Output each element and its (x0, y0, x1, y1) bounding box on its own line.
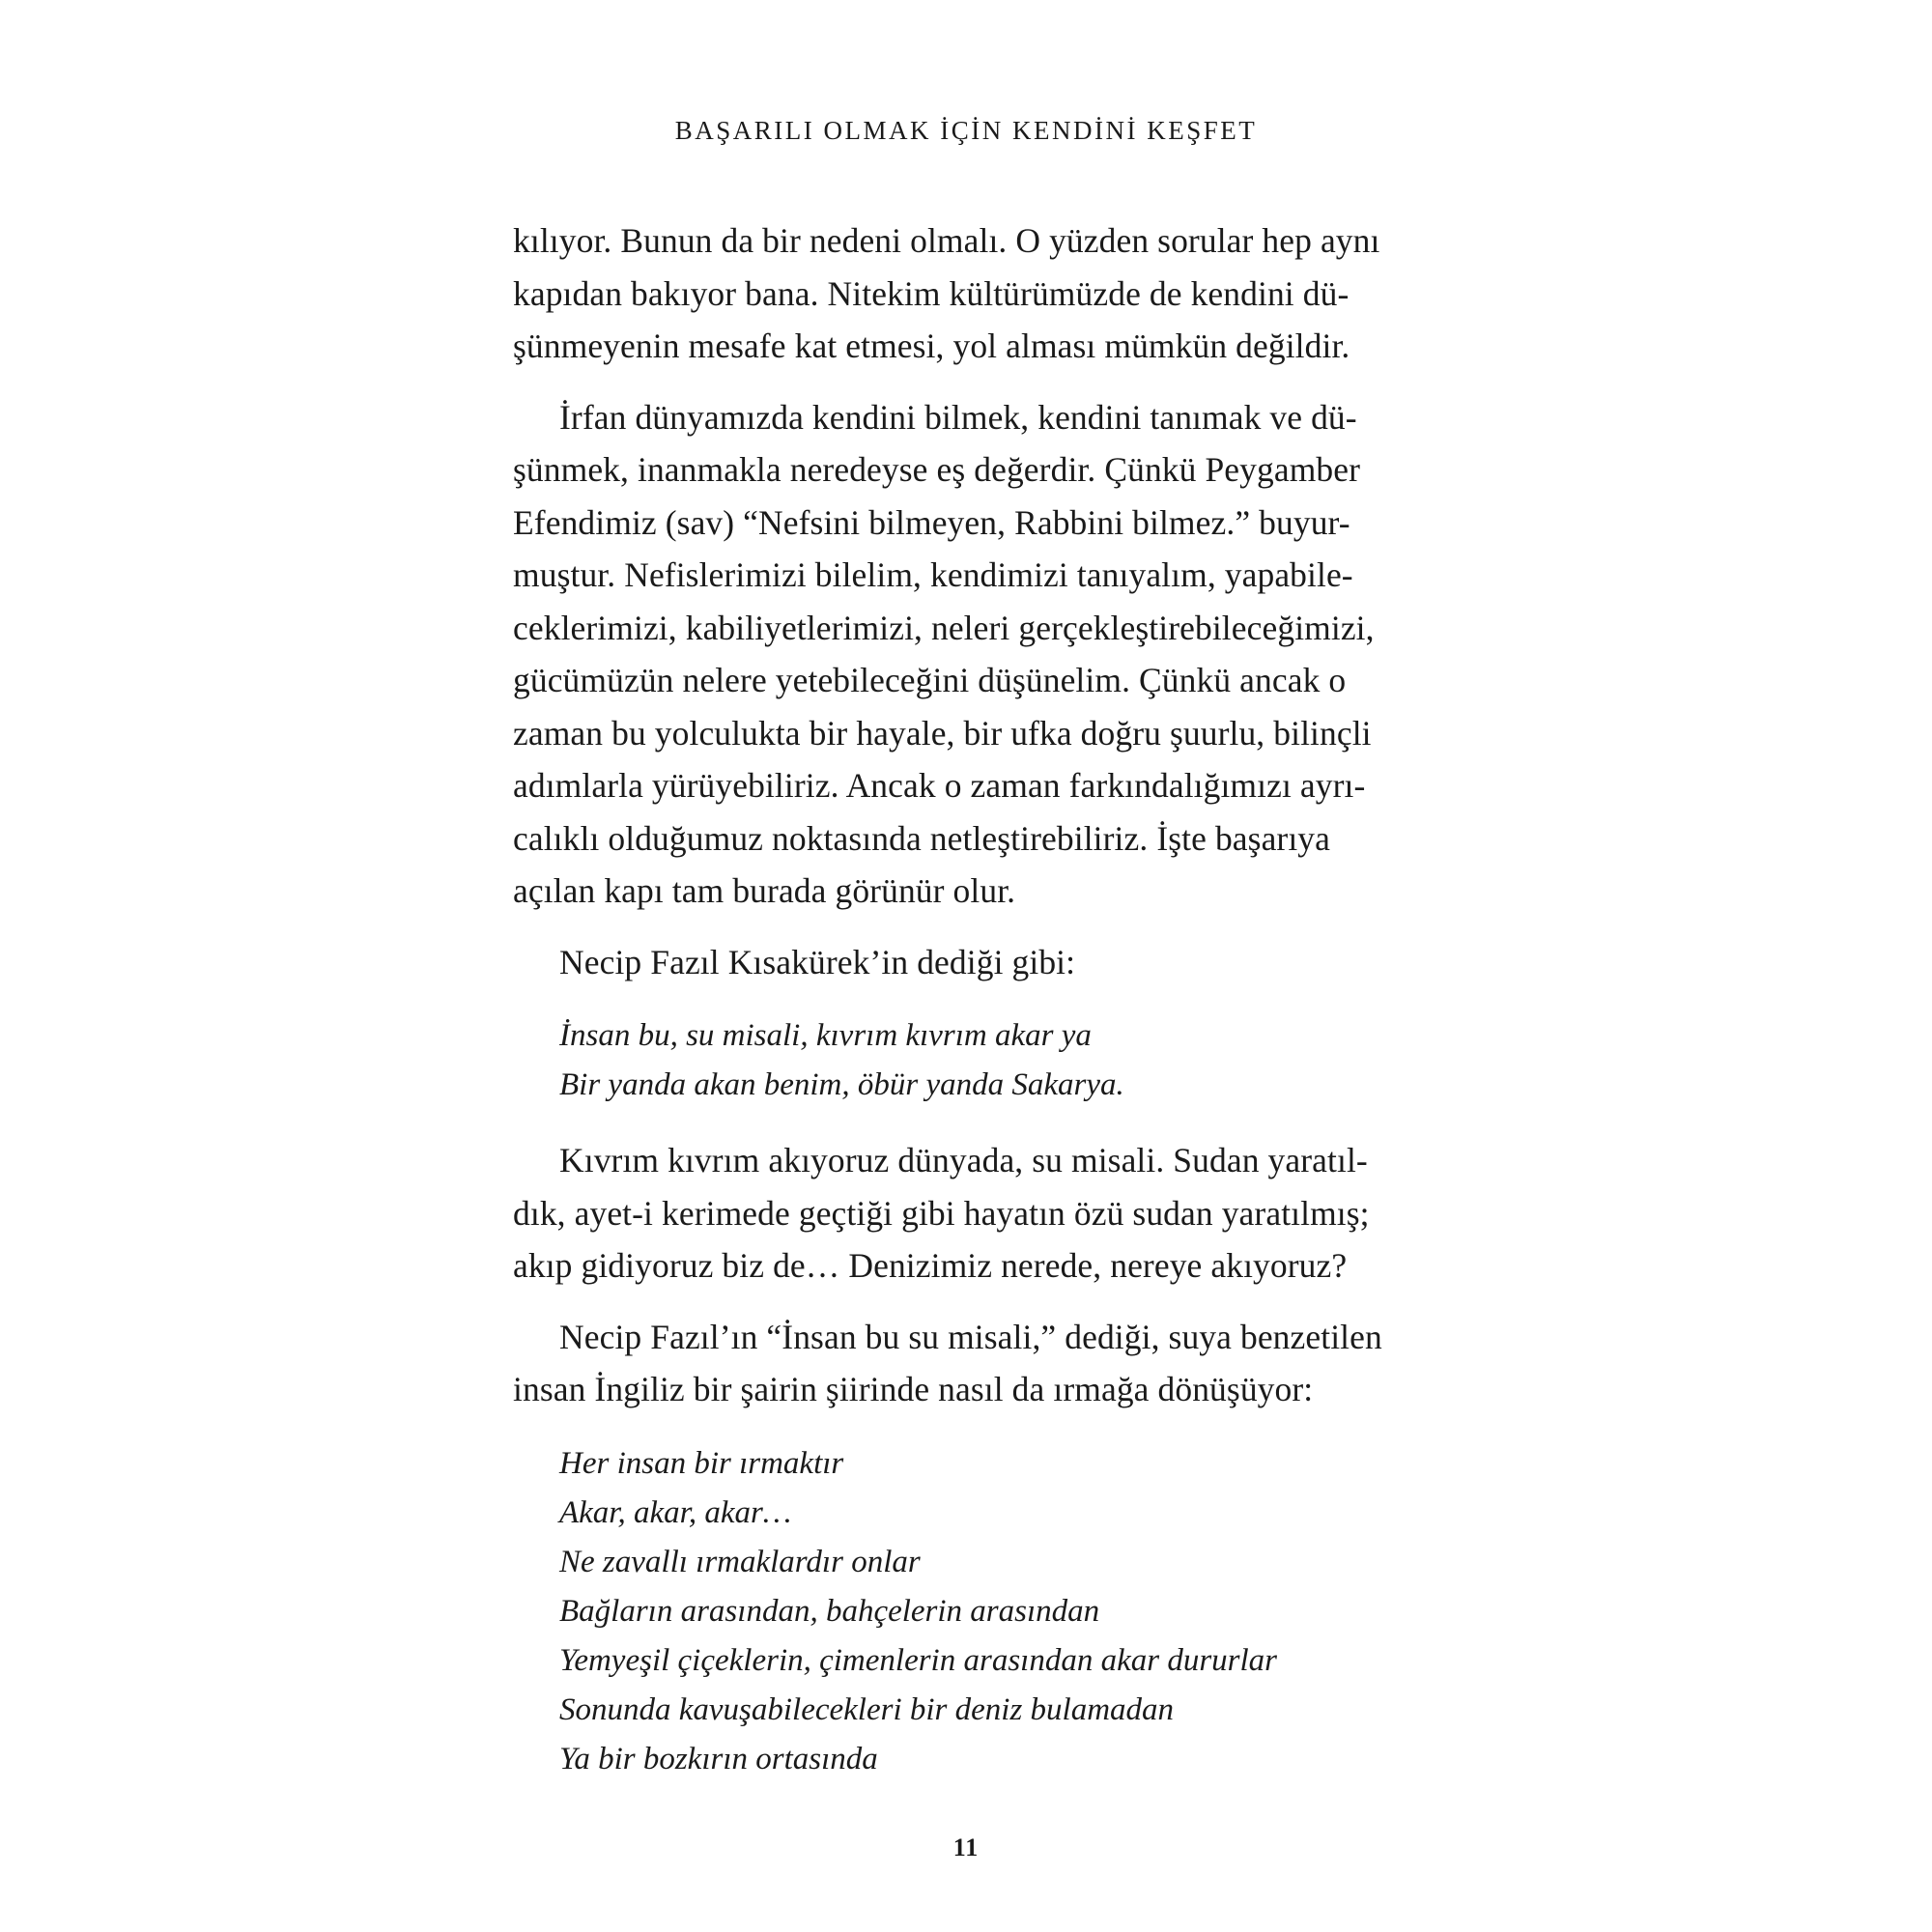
verse-line: Bağların arasından, bahçelerin arasından (559, 1593, 1100, 1629)
page-body (513, 214, 1429, 1784)
paragraph-necip-intro: Necip Fazıl Kısakürek’in dediği gibi: (559, 942, 1076, 981)
verse-line: Yemyeşil çiçeklerin, çimenlerin arasından akar dururlar (559, 1642, 1278, 1678)
page-number: 11 (952, 1833, 980, 1861)
verse-line: Ya bir bozkırın ortasında (559, 1741, 878, 1776)
paragraph-continued: kılıyor. Bunun da bir nedeni olmalı. O yüzden sorular hep aynı kapıdan bakıyor bana. Nitekim kültürümüzde de kendini dü- şünmeyenin mesafe kat etmesi, yol alması mümkün değildir. (513, 221, 1380, 365)
verse-necip-fazil (513, 1011, 1429, 1110)
verse-line: İnsan bu, su misali, kıvrım kıvrım akar ya (559, 1018, 1092, 1053)
paragraph-irmak-intro: Necip Fazıl’ın “İnsan bu su misali,” dediği, suya benzetilen insan İngiliz bir şairin şiirinde nasıl da ırmağa dönüşüyor: (513, 1317, 1382, 1408)
paragraph-irfan: İrfan dünyamızda kendini bilmek, kendini tanımak ve dü- şünmek, inanmakla neredeyse eş değerdir. Çünkü Peygamber Efendimiz (sav) “Nefsini bilmeyen, Rabbini bilmez.” buyur- muştur. Nefislerimizi bilelim, kendimizi tanıyalım, yapabile- ceklerimizi, kabiliyetlerimizi, neleri gerçekleştirebileceğimizi, gücümüzün nelere yetebileceğini düşünelim. Çünkü ancak o zaman bu yolculukta bir hayale, bir ufka doğru şuurlu, bilinçli adımlarla yürüyebiliriz. Ancak o zaman farkındalığımızı ayrı- calıklı olduğumuz noktasında netleştirebiliriz. İşte başarıya açılan kapı tam burada görünür olur. (513, 397, 1375, 910)
verse-line: Ne zavallı ırmaklardır onlar (559, 1544, 921, 1579)
verse-line: Sonunda kavuşabilecekleri bir deniz bulamadan (559, 1691, 1175, 1727)
verse-english-poet (513, 1439, 1429, 1784)
verse-line: Akar, akar, akar… (559, 1494, 792, 1530)
verse-line: Her insan bir ırmaktır (559, 1445, 844, 1481)
paragraph-kivrim: Kıvrım kıvrım akıyoruz dünyada, su misali. Sudan yaratıl- dık, ayet-i kerimede geçtiği gibi hayatın özü sudan yaratılmış; akıp gidiyoruz biz de… Denizimiz nerede, nereye akıyoruz? (513, 1141, 1370, 1285)
running-header: BAŞARILI OLMAK İÇİN KENDİNİ KEŞFET (674, 116, 1258, 145)
verse-line: Bir yanda akan benim, öbür yanda Sakarya. (559, 1067, 1124, 1102)
